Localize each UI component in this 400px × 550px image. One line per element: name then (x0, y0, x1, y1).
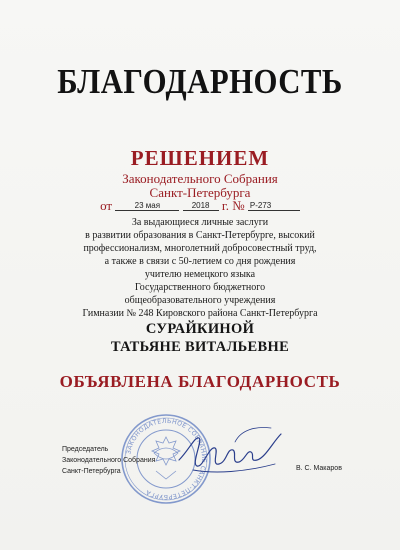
date-year-suffix: г. (221, 198, 229, 213)
decision-number: Р-273 (248, 201, 300, 211)
citation-line: профессионализм, многолетний добросовестный труд, (83, 243, 317, 254)
organization-line-2: Санкт-Петербурга (149, 185, 251, 200)
organization-line-1: Законодательного Собрания (122, 171, 278, 186)
chairman-title (62, 444, 155, 477)
svg-text:ЗАКОНОДАТЕЛЬНОЕ СОБРАНИЕ САНКТ: ЗАКОНОДАТЕЛЬНОЕ СОБРАНИЕ САНКТ-ПЕТЕРБУРГА (125, 417, 208, 501)
date-year: 2018 (183, 201, 219, 211)
citation-line: общеобразовательного учреждения (124, 295, 276, 306)
chairman-line: Председатель (62, 446, 109, 453)
citation-line: Государственного бюджетного (134, 282, 266, 293)
chairman-line: Санкт-Петербурга (62, 468, 121, 475)
document-title: БЛАГОДАРНОСТЬ (57, 62, 343, 101)
recipient-surname: СУРАЙКИНОЙ (145, 321, 255, 337)
decision-heading: РЕШЕНИЕМ (130, 146, 270, 170)
citation-line: в развитии образования в Санкт-Петербурге, высокий (85, 230, 315, 241)
date-prefix: от (100, 198, 113, 213)
decision-date-line (0, 198, 400, 214)
citation-line: а также в связи с 50-летием со дня рождения (104, 256, 296, 267)
recipient-name: ТАТЬЯНЕ ВИТАЛЬЕВНЕ (110, 339, 290, 355)
number-sign: № (232, 198, 245, 213)
citation-line: За выдающиеся личные заслуги (131, 217, 269, 228)
chairman-line: Законодательного Собрания (62, 457, 156, 464)
citation-line: Гимназии № 248 Кировского района Санкт-Петербурга (82, 308, 318, 319)
citation-text (0, 216, 400, 320)
signer-name: В. С. Макаров (296, 465, 342, 472)
date-day-month: 23 мая (115, 201, 179, 211)
handwritten-signature-icon (175, 420, 285, 480)
citation-line: учителю немецкого языка (144, 269, 256, 280)
declared-gratitude: ОБЪЯВЛЕНА БЛАГОДАРНОСТЬ (59, 372, 341, 391)
